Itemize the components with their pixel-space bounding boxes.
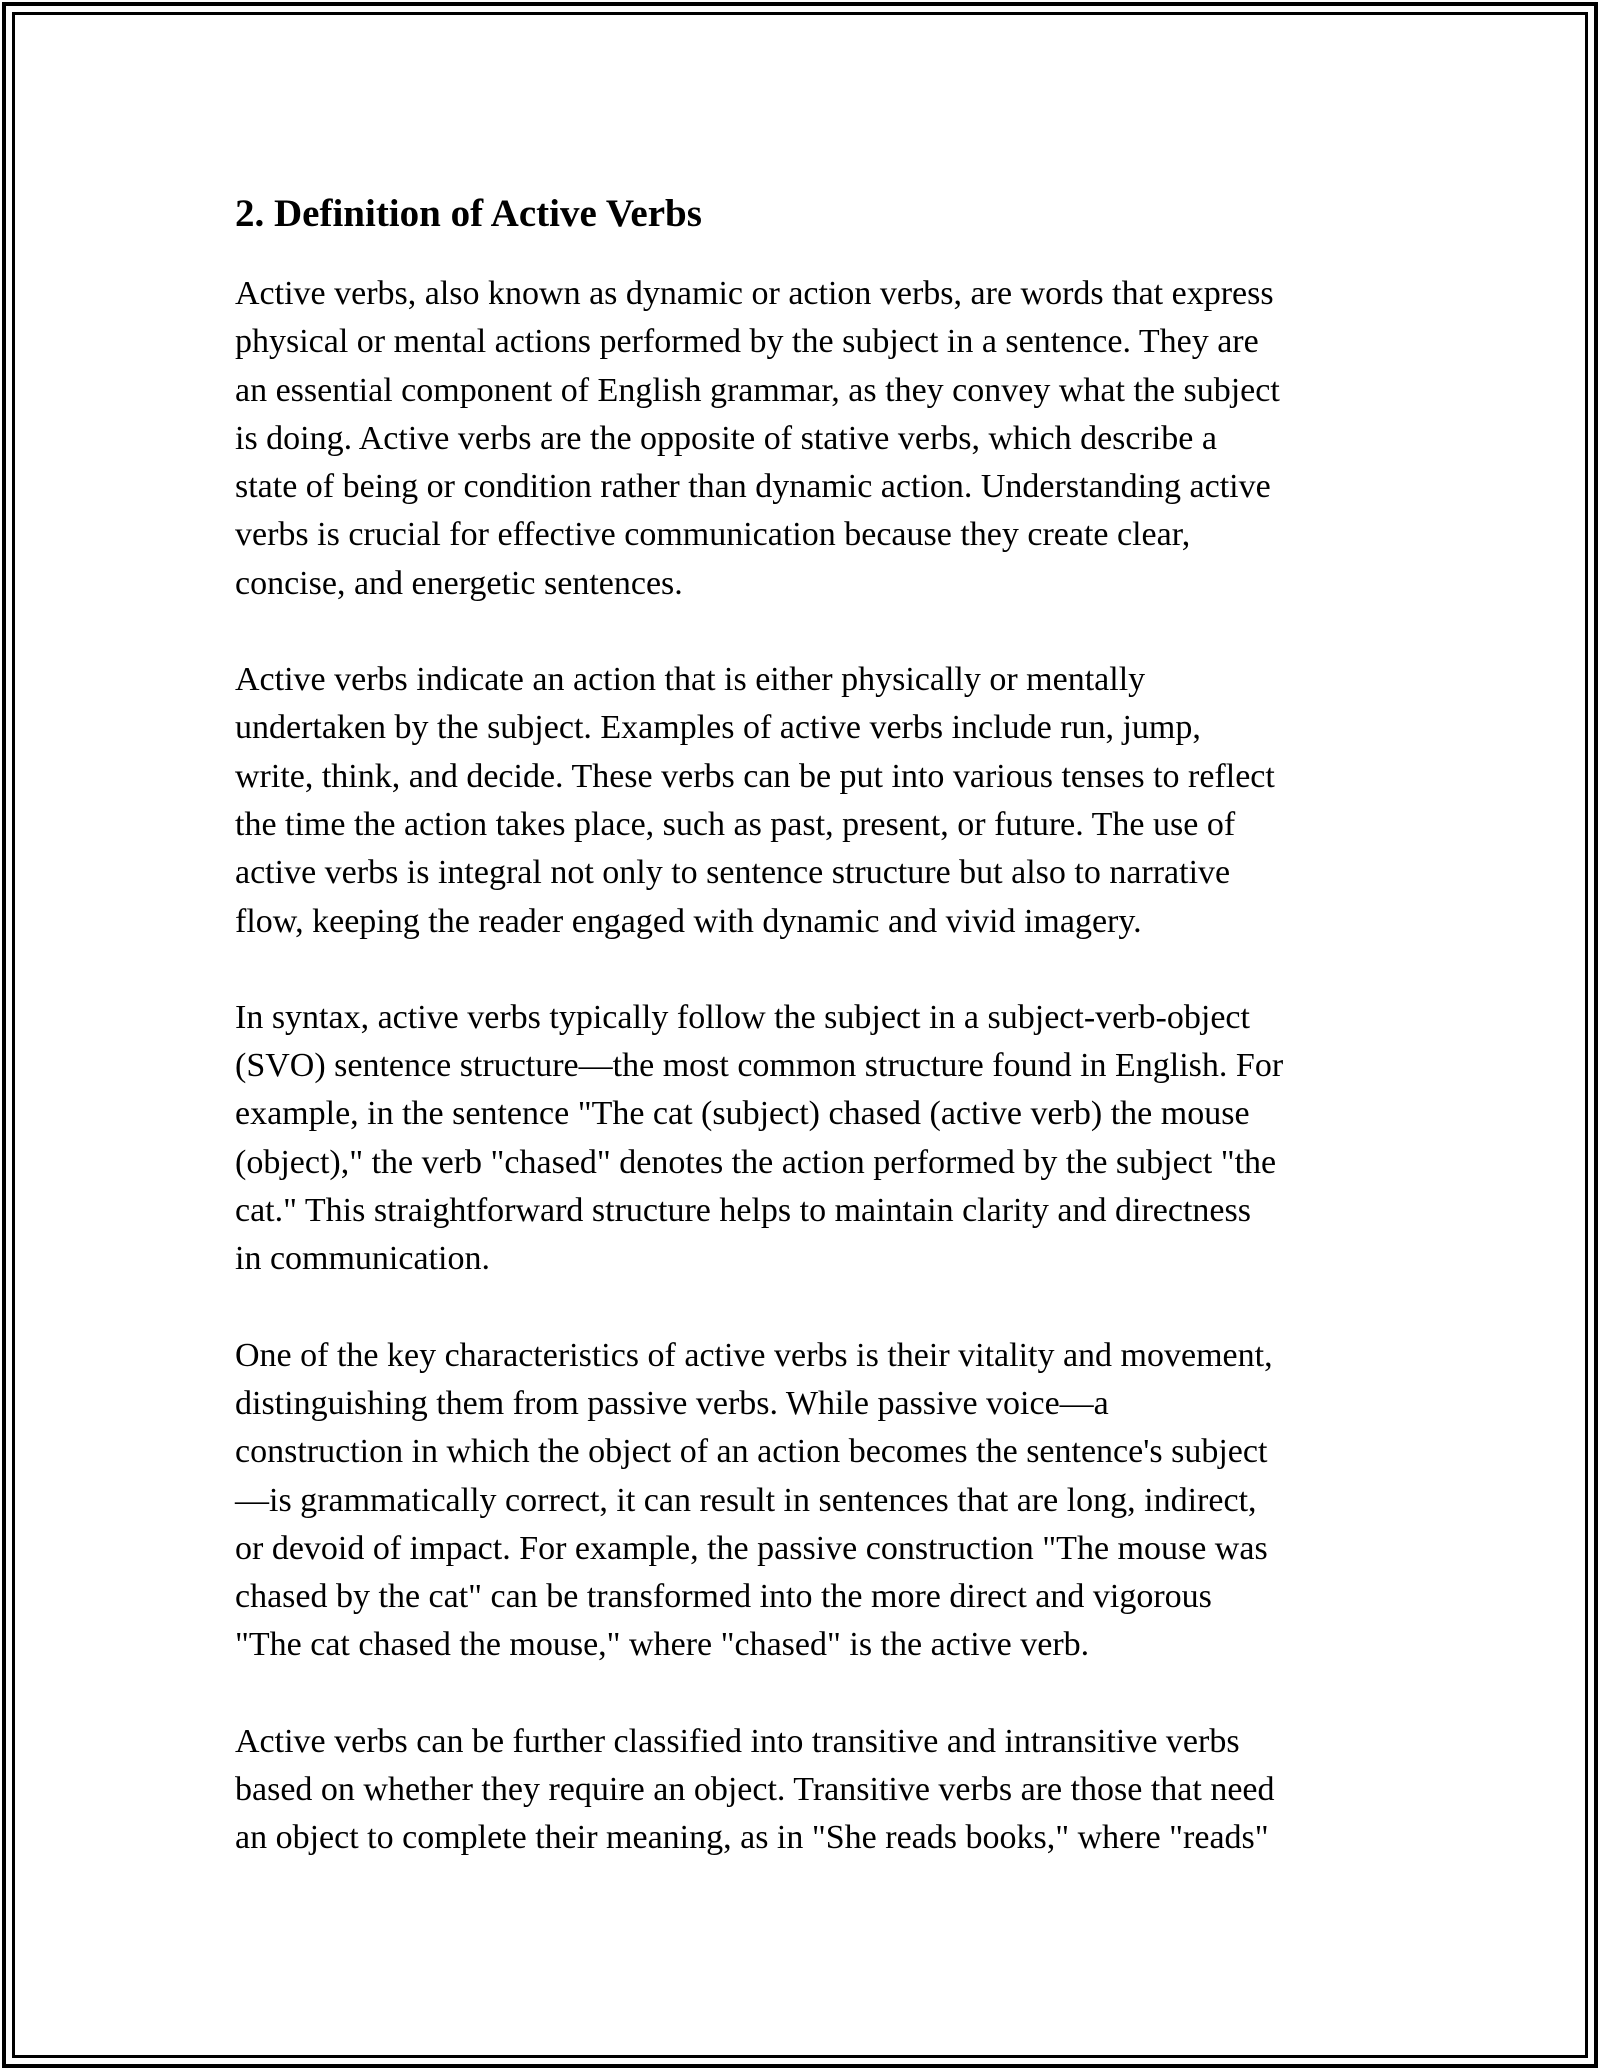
text-line: distinguishing them from passive verbs. While passive voice—a [235, 1384, 1109, 1422]
paragraph-3 [235, 994, 1375, 1284]
text-line: based on whether they require an object. Transitive verbs are those that need [235, 1771, 1275, 1809]
text-line: In syntax, active verbs typically follow the subject in a subject-verb-object [235, 998, 1250, 1036]
text-line: Active verbs, also known as dynamic or action verbs, are words that express [235, 275, 1274, 312]
text-line: verbs is crucial for effective communication because they create clear, [235, 516, 1191, 554]
text-line: "The cat chased the mouse," where "chased" is the active verb. [235, 1626, 1090, 1664]
text-line: physical or mental actions performed by the subject in a sentence. They are [235, 323, 1259, 361]
text-line: flow, keeping the reader engaged with dynamic and vivid imagery. [235, 902, 1142, 940]
text-line: state of being or condition rather than dynamic action. Understanding active [235, 468, 1271, 506]
text-line: concise, and energetic sentences. [235, 564, 683, 602]
text-line: One of the key characteristics of active verbs is their vitality and movement, [235, 1336, 1273, 1374]
text-line: example, in the sentence "The cat (subject) chased (active verb) the mouse [235, 1095, 1250, 1133]
text-line: active verbs is integral not only to sentence structure but also to narrative [235, 854, 1231, 892]
text-line: is doing. Active verbs are the opposite of stative verbs, which describe a [235, 419, 1217, 457]
document-body [235, 186, 1375, 1911]
text-line: or devoid of impact. For example, the passive construction "The mouse was [235, 1529, 1268, 1567]
text-line: construction in which the object of an action becomes the sentence's subject [235, 1433, 1268, 1471]
paragraph-5 [235, 1718, 1375, 1863]
text-line: in communication. [235, 1240, 490, 1278]
text-line: undertaken by the subject. Examples of active verbs include run, jump, [235, 709, 1201, 747]
text-line: chased by the cat" can be transformed into the more direct and vigorous [235, 1578, 1212, 1616]
text-line: the time the action takes place, such as past, present, or future. The use of [235, 805, 1236, 843]
text-line: Active verbs can be further classified into transitive and intransitive verbs [235, 1722, 1240, 1760]
text-line: write, think, and decide. These verbs can be put into various tenses to reflect [235, 757, 1275, 795]
text-line: —is grammatically correct, it can result in sentences that are long, indirect, [235, 1481, 1257, 1519]
paragraph-1 [235, 270, 1375, 608]
text-line: an object to complete their meaning, as in "She reads books," where "reads" [235, 1819, 1269, 1857]
text-line: cat." This straightforward structure helps to maintain clarity and directness [235, 1192, 1251, 1230]
section-heading: 2. Definition of Active Verbs [235, 192, 702, 235]
text-line: (SVO) sentence structure—the most common structure found in English. For [235, 1047, 1284, 1085]
paragraph-2 [235, 656, 1375, 946]
paragraph-4 [235, 1332, 1375, 1670]
text-line: (object)," the verb "chased" denotes the action performed by the subject "the [235, 1143, 1277, 1181]
text-line: an essential component of English grammar, as they convey what the subject [235, 371, 1280, 409]
text-line: Active verbs indicate an action that is either physically or mentally [235, 661, 1146, 699]
